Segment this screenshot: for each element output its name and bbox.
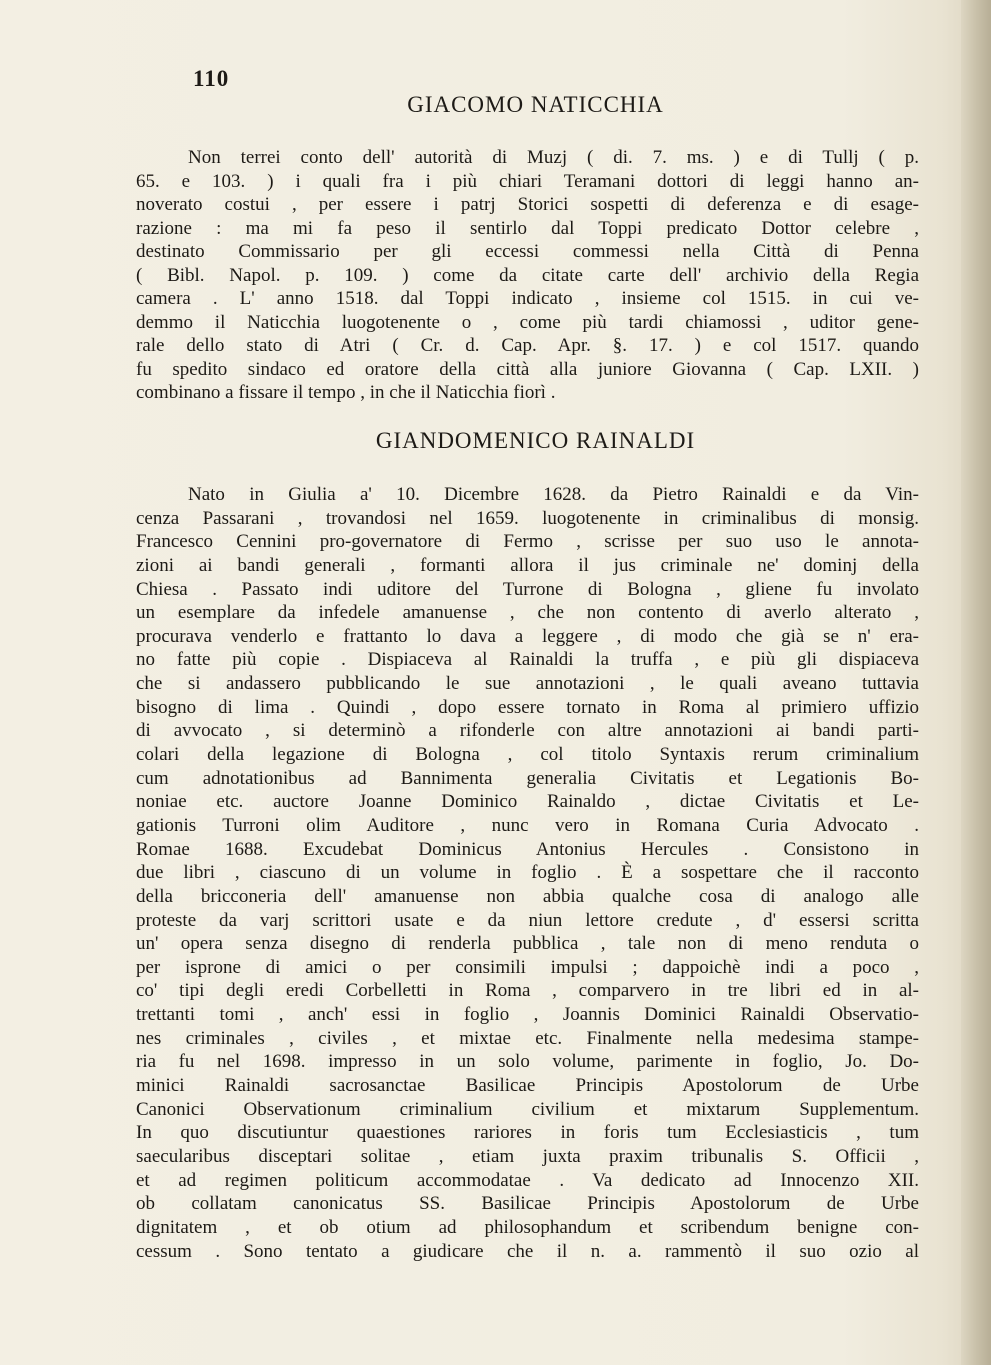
text-line: procurava venderlo e frattanto lo dava a leggere , di modo che già se n' era- <box>136 625 919 647</box>
text-line: della bricconeria dell' amanuense non abbia qualche cosa di analogo alle <box>136 885 919 907</box>
text-line: no fatte più copie . Dispiaceva al Rainaldi la truffa , e più gli dispiaceva <box>136 649 919 671</box>
text-line: 65. e 103. ) i quali fra i più chiari Teramani dottori di leggi hanno an- <box>136 170 919 192</box>
text-line: In quo discutiuntur quaestiones rariores in foris tum Ecclesiasticis , tum <box>136 1122 919 1144</box>
text-line: et ad regimen politicum accommodatae . Va dedicato ad Innocenzo XII. <box>136 1169 919 1191</box>
text-line: Francesco Cennini pro-governatore di Fermo , scrisse per suo uso le annota- <box>136 531 919 553</box>
text-line: un' opera senza disegno di renderla pubblica , tale non di meno renduta o <box>136 933 919 955</box>
text-line: trettanti tomi , anch' essi in foglio , Joannis Dominici Rainaldi Observatio- <box>136 1004 919 1026</box>
text-line: Chiesa . Passato indi uditore del Turrone di Bologna , gliene fu involato <box>136 578 919 600</box>
text-line: co' tipi degli eredi Corbelletti in Roma , comparvero in tre libri ed in al- <box>136 980 919 1002</box>
text-line: bisogno di lima . Quindi , dopo essere tornato in Roma al primiero uffizio <box>136 696 919 718</box>
text-line: ( Bibl. Napol. p. 109. ) come da citate carte dell' archivio della Regia <box>136 264 919 286</box>
text-line: due libri , ciascuno di un volume in foglio . È a sospettare che il racconto <box>136 862 919 884</box>
text-line: demmo il Naticchia luogotenente o , come più tardi chiamossi , uditor gene- <box>136 311 919 333</box>
text-line: dignitatem , et ob otium ad philosophandum et scribendum benigne con- <box>136 1216 919 1238</box>
text-line: cum adnotationibus ad Bannimenta generalia Civitatis et Legationis Bo- <box>136 767 919 789</box>
text-line: ob collatam canonicatus SS. Basilicae Principis Apostolorum de Urbe <box>136 1193 919 1215</box>
text-line: di avvocato , si determinò a rifonderle con altre annotazioni ai bandi parti- <box>136 720 919 742</box>
text-line: cenza Passarani , trovandosi nel 1659. luogotenente in criminalibus di monsig. <box>136 507 919 529</box>
text-line: Romae 1688. Excudebat Dominicus Antonius Hercules . Consistono in <box>136 838 919 860</box>
text-line: cessum . Sono tentato a giudicare che il n. a. rammentò il suo ozio al <box>136 1240 919 1262</box>
text-line: colari della legazione di Bologna , col titolo Syntaxis rerum criminalium <box>136 744 919 766</box>
section-heading-rainaldi: GIANDOMENICO RAINALDI <box>375 428 696 453</box>
text-line: nes criminales , civiles , et mixtae etc. Finalmente nella medesima stampe- <box>136 1027 919 1049</box>
text-line: proteste da varj scrittori usate e da niun lettore credute , d' essersi scritta <box>136 909 919 931</box>
text-line: noniae etc. auctore Joanne Dominico Rainaldo , dictae Civitatis et Le- <box>136 791 919 813</box>
paragraph-rainaldi <box>136 483 919 1263</box>
section-heading-naticchia: GIACOMO NATICCHIA <box>407 92 664 117</box>
text-line: combinano a fissare il tempo , in che il Naticchia fiorì . <box>136 382 556 403</box>
book-spine-shadow <box>961 0 991 1365</box>
text-line: ria fu nel 1698. impresso in un solo volume, parimente in foglio, Jo. Do- <box>136 1051 919 1073</box>
text-line: zioni ai bandi generali , formanti allora il jus criminale ne' dominj della <box>136 554 919 576</box>
paragraph-naticchia <box>136 146 919 405</box>
text-line: noverato costui , per essere i patrj Storici sospetti di deferenza e di esage- <box>136 194 919 215</box>
text-line: per isprone di amici o per consimili impulsi ; dappoichè indi a poco , <box>136 956 919 978</box>
page-number: 110 <box>193 66 230 91</box>
text-line: Non terrei conto dell' autorità di Muzj ( di. 7. ms. ) e di Tullj ( p. <box>188 147 919 168</box>
text-line: fu spedito sindaco ed oratore della città alla juniore Giovanna ( Cap. LXII. ) <box>136 358 919 380</box>
text-line: Nato in Giulia a' 10. Dicembre 1628. da Pietro Rainaldi e da Vin- <box>188 484 919 505</box>
text-line: saecularibus disceptari solitae , etiam juxta praxim tribunalis S. Officii , <box>136 1145 919 1167</box>
text-line: razione : ma mi fa peso il sentirlo dal Toppi predicato Dottor celebre , <box>136 217 919 239</box>
text-line: destinato Commissario per gli eccessi commessi nella Città di Penna <box>136 241 919 262</box>
text-line: Canonici Observationum criminalium civilium et mixtarum Supplementum. <box>136 1098 919 1120</box>
text-line: minici Rainaldi sacrosanctae Basilicae Principis Apostolorum de Urbe <box>136 1075 919 1097</box>
text-line: un esemplare da infedele amanuense , che non contento di averlo alterato , <box>136 602 919 624</box>
text-line: camera . L' anno 1518. dal Toppi indicato , insieme col 1515. in cui ve- <box>136 288 919 309</box>
text-line: che si andassero pubblicando le sue annotazioni , le quali aveano tuttavia <box>136 673 919 695</box>
text-line: rale dello stato di Atri ( Cr. d. Cap. Apr. §. 17. ) e col 1517. quando <box>136 335 919 356</box>
text-line: gationis Turroni olim Auditore , nunc vero in Romana Curia Advocato . <box>136 814 919 836</box>
